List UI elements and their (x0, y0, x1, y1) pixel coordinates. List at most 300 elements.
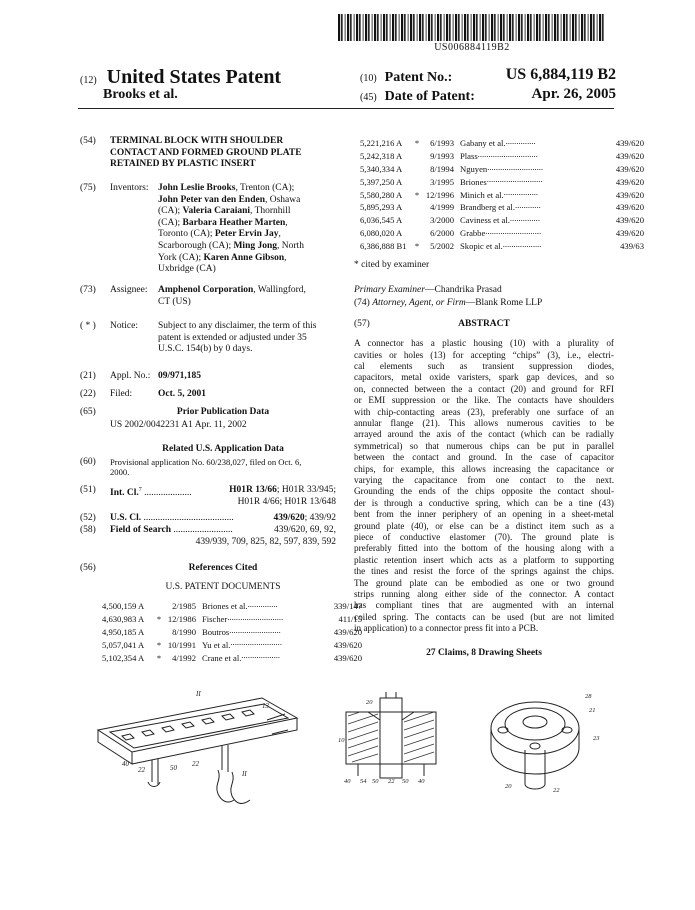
barcode-bar (347, 14, 349, 41)
barcode-bar (482, 14, 484, 41)
ref-name-cell (196, 612, 326, 625)
ref-date: 5/2002 (430, 240, 454, 251)
abstract-line: chips, for example, this allows increasing the capacitance or (354, 463, 614, 474)
ref-dots: .................. (241, 650, 281, 661)
ref-date: 2/1985 (172, 601, 196, 612)
barcode-bar (536, 14, 538, 41)
inventor-line: Uxbridge (CA) (158, 264, 216, 275)
reference-row (102, 611, 362, 625)
ref-star: * (414, 240, 420, 251)
attorney-code: (74) (354, 297, 370, 308)
intcl-dots: .................... (141, 488, 192, 499)
ref-no: 5,580,280 A (360, 189, 403, 200)
barcode-bar (566, 14, 568, 41)
title-line: TERMINAL BLOCK WITH SHOULDER (110, 136, 284, 146)
barcode-bar (593, 14, 595, 41)
barcode-bar (557, 14, 559, 41)
ref-dots: .......................... (227, 611, 284, 622)
code-12: (12) (80, 75, 97, 86)
appl-label: Appl. No.: (110, 371, 151, 381)
barcode-bar (399, 14, 400, 41)
barcode-bar (395, 14, 397, 41)
ref-no: 5,102,354 A (102, 652, 145, 663)
ref-name-cell (196, 625, 326, 638)
patent-date: Apr. 26, 2005 (531, 86, 616, 102)
fig3-label: 23 (593, 735, 600, 742)
barcode-bar (440, 14, 442, 41)
barcode-bar (561, 14, 562, 41)
barcode-bar (435, 14, 436, 41)
fig2-label: 50 (372, 778, 379, 785)
notice-text (158, 321, 316, 356)
ref-name-cell (454, 136, 608, 149)
barcode-bar (491, 14, 493, 41)
barcode-bar (444, 14, 445, 41)
appl-code: (21) (80, 371, 96, 381)
ref-no: 6,036,545 A (360, 215, 403, 226)
ref-date: 4/1999 (430, 202, 454, 213)
barcode-bar (354, 14, 355, 41)
ref-cls: 439/620 (615, 215, 644, 226)
barcode-bar (476, 14, 478, 41)
field-line (110, 525, 336, 537)
ref-dots: ........................ (229, 624, 281, 635)
ref-dots: ................ (503, 187, 539, 198)
barcode-bar (503, 14, 505, 41)
reference-row (360, 161, 644, 175)
inventor-line: John Leslie Brooks, Trenton (CA); (158, 183, 295, 193)
ref-name-cell (196, 599, 326, 612)
filed-date: Oct. 5, 2001 (158, 389, 207, 399)
barcode-bar (485, 14, 487, 41)
examiner-name: —Chandrika Prasad (424, 284, 502, 295)
barcode-bar (590, 14, 592, 41)
patent-title (110, 136, 302, 171)
barcode-bar (426, 14, 427, 41)
field-line1: 439/620, 69, 92, (273, 525, 336, 535)
ref-cls: 439/620 (615, 151, 644, 162)
ref-star: * (156, 614, 162, 625)
ref-name-cell (454, 226, 608, 239)
abstract-heading: ABSTRACT (458, 319, 510, 330)
barcode-bar (401, 14, 403, 41)
ref-no: 6,080,020 A (360, 228, 403, 239)
ref-cls: 411/15 (338, 614, 362, 625)
ref-name: Plass (460, 151, 478, 162)
ref-cls: 439/620 (333, 639, 362, 650)
abstract-line: cavities or holes (13) for accepting “chips” (3), i.e., electri- (354, 349, 614, 360)
inventor-line: York (CA); Karen Anne Gibson, (158, 252, 287, 263)
patent-no-label: Patent No.: (384, 70, 453, 85)
ref-star: * (414, 189, 420, 200)
reference-row (360, 200, 644, 213)
ref-name: Crane et al. (202, 652, 242, 663)
ref-name-cell (454, 200, 608, 213)
ref-name: Yu et al. (202, 639, 231, 650)
filed-label: Filed: (110, 389, 133, 399)
barcode-bar (437, 14, 439, 41)
barcode (338, 14, 606, 41)
barcode-bar (602, 14, 604, 41)
abstract-line: coiled spring. The contacts can be used (but are not limited (354, 611, 614, 622)
intcl-value: H01R 13/66; H01R 33/945; (229, 485, 336, 495)
title-code: (54) (80, 136, 96, 146)
ref-dots: .............. (505, 136, 536, 146)
barcode-bar (404, 14, 406, 41)
barcode-bar (345, 14, 346, 41)
prior-code: (65) (80, 407, 96, 417)
ref-name-cell (454, 149, 608, 162)
ref-no: 5,397,250 A (360, 176, 403, 187)
doc-type-line (80, 66, 281, 89)
provisional-section (80, 457, 336, 479)
assignee-line: CT (US) (158, 296, 191, 307)
reference-row (102, 637, 362, 650)
barcode-bar (539, 14, 541, 41)
field-line2: 439/939, 709, 825, 82, 597, 839, 592 (195, 537, 336, 547)
inventor-line: (CA); Barbara Heather Marten, (158, 217, 288, 228)
ref-date: 12/1986 (167, 614, 196, 625)
ref-date: 10/1991 (167, 639, 196, 650)
uscl-value: 439/620; 439/92 (273, 513, 336, 523)
assignee-section (80, 285, 336, 309)
date-line (360, 87, 616, 105)
abstract-line: preferably fitted into the bottom of the housing along with a (354, 543, 614, 554)
ref-date: 6/2000 (430, 228, 454, 239)
field-code: (58) (80, 525, 96, 535)
inventor-short: Brooks et al. (103, 87, 178, 102)
date-label: Date of Patent: (384, 89, 475, 104)
ref-date: 12/1996 (425, 189, 454, 200)
fig2-label: 40 (344, 778, 351, 785)
inventors-code: (75) (80, 183, 96, 193)
notice-label: Notice: (110, 321, 138, 331)
uscl-code: (52) (80, 513, 96, 523)
barcode-bar (512, 14, 514, 41)
abstract-line: annular flange (21). This allows numerous cavities to be (354, 417, 614, 428)
us-refs-table (80, 599, 362, 663)
reference-row (102, 624, 362, 638)
refs-heading: References Cited (188, 563, 258, 573)
ref-dots: .......................... (486, 174, 543, 185)
barcode-bar (554, 14, 556, 41)
ref-name-cell (196, 650, 326, 663)
ref-name: Grabbe (460, 228, 486, 239)
fig1-label: II (242, 770, 247, 778)
barcode-bar (410, 14, 412, 41)
fig1-label: 40 (122, 760, 129, 768)
ref-name: Gabany et al. (460, 138, 506, 149)
barcode-bar (584, 14, 586, 41)
assignee-label: Assignee: (110, 285, 148, 295)
barcode-bar (500, 14, 502, 41)
fig3-label: 22 (553, 787, 560, 794)
abstract-line: on, connected between the a contact (20) and ground for RFI (354, 383, 614, 394)
refs-code: (56) (80, 563, 96, 573)
intcl-sup: 7 (138, 487, 142, 493)
fig1-label: II (196, 690, 201, 698)
appl-section (80, 371, 336, 383)
ref-no: 4,950,185 A (102, 627, 145, 638)
barcode-bar (368, 14, 370, 41)
fig1-label: 50 (170, 764, 177, 772)
inventors-list (158, 183, 304, 276)
field-label: Field of Search (110, 525, 172, 535)
ref-name: Skopic et al. (460, 240, 503, 251)
barcode-bar (518, 14, 520, 41)
ref-cls: 439/620 (615, 228, 644, 239)
barcode-bar (428, 14, 430, 41)
reference-row (102, 599, 362, 612)
fig3-label: 20 (505, 783, 512, 790)
notice-section (80, 321, 336, 357)
prov-line: Provisional application No. 60/238,027, filed on Oct. 6, (110, 457, 302, 467)
fig3-label: 21 (589, 707, 596, 714)
reference-row (360, 212, 644, 226)
barcode-bar (431, 14, 433, 41)
filed-section (80, 389, 336, 401)
barcode-bar (356, 14, 358, 41)
abstract-line: between the contact and ground. In the case of capacitor (354, 452, 614, 463)
barcode-bar (417, 14, 418, 41)
ref-cls: 439/63 (620, 240, 644, 251)
ref-date: 8/1990 (172, 627, 196, 638)
barcode-bar (599, 14, 601, 41)
ref-name: Nguyen (460, 164, 488, 175)
abstract-line: strips running along either side of the connector. A contact (354, 589, 614, 600)
code-45: (45) (360, 92, 377, 103)
barcode-bar (458, 14, 460, 41)
barcode-bar (579, 14, 580, 41)
examiner-label: Primary Examiner (354, 284, 425, 295)
ref-cls: 439/620 (615, 176, 644, 187)
barcode-bar (525, 14, 526, 41)
barcode-bar (543, 14, 544, 41)
barcode-bar (383, 14, 385, 41)
us-docs-heading: U.S. PATENT DOCUMENTS (165, 582, 281, 592)
header-rule (78, 108, 614, 109)
abstract-line: in application) to a connector press fit into a PCB. (354, 623, 539, 634)
notice-line: patent is extended or adjusted under 35 (158, 332, 307, 343)
ref-date: 9/1993 (430, 151, 454, 162)
title-section (80, 136, 336, 172)
field-search-section (80, 525, 336, 549)
inventors-label: Inventors: (110, 183, 149, 193)
fig1-label: 22 (192, 760, 199, 768)
barcode-bar (473, 14, 475, 41)
barcode-bar (363, 14, 364, 41)
barcode-bar (480, 14, 481, 41)
abstract-line: arrayed around the axis of the contact (which can be radially (354, 429, 614, 440)
code-10: (10) (360, 73, 377, 84)
barcode-bar (467, 14, 469, 41)
ref-dots: .............. (247, 599, 278, 609)
uscl-line (110, 513, 336, 525)
fig3-label: 28 (585, 693, 592, 700)
notice-line: U.S.C. 154(b) by 0 days. (158, 344, 253, 355)
barcode-bar (359, 14, 361, 41)
fig2-label: 22 (388, 778, 395, 785)
ref-star: * (156, 652, 162, 663)
ref-dots: ........................ (230, 637, 282, 648)
barcode-bar (581, 14, 583, 41)
barcode-bar (365, 14, 367, 41)
ref-star: * (414, 138, 420, 149)
abstract-line: capacitors, metal oxide varisters, spark gap devices, and so (354, 372, 614, 383)
related-heading: Related U.S. Application Data (162, 444, 284, 454)
fig2-label: 50 (402, 778, 409, 785)
ref-name-cell (196, 637, 326, 650)
notice-code: ( * ) (80, 321, 96, 331)
inventor-line: (CA); Valeria Caraiani, Thornhill (158, 206, 291, 217)
reference-row (360, 238, 644, 252)
barcode-bar (381, 14, 382, 41)
abstract-line: bent from the inner periphery of an opening in a sheet-metal (354, 509, 614, 520)
us-cl-section (80, 513, 336, 525)
barcode-bar (455, 14, 457, 41)
abstract-line: A connector has a plastic housing (10) with a plurality of (354, 338, 614, 349)
reference-row (360, 148, 644, 162)
ref-date: 3/1995 (430, 176, 454, 187)
ref-cls: 439/620 (615, 202, 644, 213)
ref-name: Boutros (202, 627, 230, 638)
abstract-line: or EMI suppression or the like. The contacts have shoulders (354, 395, 614, 406)
fig2-label: 20 (366, 699, 373, 706)
patent-no: US 6,884,119 B2 (505, 66, 616, 83)
barcode-bar (552, 14, 553, 41)
prov-text (110, 457, 301, 477)
barcode-bar (377, 14, 379, 41)
abstract-line: The ground plate can be embodied as one or two ground (354, 577, 614, 588)
title-line: RETAINED BY PLASTIC INSERT (110, 159, 256, 170)
ref-dots: .......................... (485, 225, 542, 236)
barcode-bar (408, 14, 409, 41)
barcode-bar (374, 14, 376, 41)
ref-name-cell (454, 239, 608, 252)
ref-dots: .................. (502, 238, 542, 249)
abstract-line: has compliant tines that are augmented with an internal (354, 600, 614, 611)
fig1-label: 22 (138, 766, 145, 774)
patent-number-line (360, 68, 616, 86)
barcode-bar (570, 14, 571, 41)
reference-row (360, 174, 644, 187)
ref-no: 4,630,983 A (102, 614, 145, 625)
barcode-bar (338, 14, 340, 41)
inventor-line: Scarborough (CA); Ming Jong, North (158, 240, 304, 251)
barcode-bar (534, 14, 535, 41)
ref-dots: .......................... (487, 161, 544, 172)
barcode-bar (341, 14, 343, 41)
ref-name: Briones et al. (202, 601, 248, 612)
assignee-code: (73) (80, 285, 96, 295)
barcode-bar (419, 14, 421, 41)
attorney-line (354, 298, 614, 310)
uscl-label: U.S. Cl. (110, 513, 142, 523)
barcode-bar (527, 14, 529, 41)
barcode-bar (516, 14, 517, 41)
abstract-line: the tines and resist the force of the springs against the chips. (354, 566, 614, 577)
figure-3-drawing (475, 688, 615, 798)
refs-heading-section (80, 563, 336, 575)
barcode-bar (413, 14, 415, 41)
fig2-label: 10 (338, 737, 345, 744)
ref-name: Minich et al. (460, 189, 504, 200)
inventors-section (80, 183, 336, 277)
inventor-line: Toronto (CA); Peter Ervin Jay, (158, 229, 281, 240)
cited-note: * cited by examiner (354, 260, 430, 271)
barcode-bar (548, 14, 550, 41)
barcode-bar (507, 14, 508, 41)
abstract-line: with chip-contacting areas (23), preferably one surface of an (354, 406, 614, 417)
ref-name-cell (454, 162, 608, 175)
ref-no: 5,895,293 A (360, 202, 403, 213)
ref-no: 4,500,159 A (102, 601, 145, 612)
barcode-bar (588, 14, 589, 41)
abstract-line: plastic retention insert which acts as a platform to supporting (354, 554, 614, 565)
barcode-bar (509, 14, 511, 41)
fig2-label: 54 (360, 778, 367, 785)
prov-code: (60) (80, 457, 96, 467)
barcode-bar (563, 14, 565, 41)
fig1-label: 13 (262, 702, 269, 710)
us-refs-table-cont (354, 136, 644, 251)
ref-dots: ............ (514, 200, 541, 211)
filed-code: (22) (80, 389, 96, 399)
barcode-bar (390, 14, 391, 41)
ref-name-cell (454, 187, 608, 200)
intcl-code: (51) (80, 485, 96, 495)
abstract-line: piece of conductive elastomer (70). The ground plate is (354, 532, 614, 542)
ref-cls: 439/620 (615, 138, 644, 149)
field-dots: ......................... (171, 525, 233, 535)
abstract-text (354, 338, 614, 635)
intcl-label: Int. Cl. (110, 488, 139, 499)
ref-name: Fischer (202, 614, 228, 625)
title-line: CONTACT AND FORMED GROUND PLATE (110, 147, 302, 158)
abstract-line: Grounding the ends of the chips opposite the contact shoul- (354, 486, 614, 497)
figure-2-drawing (338, 690, 448, 785)
barcode-bar (464, 14, 466, 41)
barcode-bar (572, 14, 574, 41)
ref-cls: 439/620 (333, 652, 362, 663)
barcode-bar (498, 14, 499, 41)
ref-name-cell (454, 174, 608, 187)
claims-line: 27 Claims, 8 Drawing Sheets (426, 647, 542, 658)
ref-date: 3/2000 (430, 215, 454, 226)
prior-pub-section (80, 407, 336, 419)
assignee-value (158, 285, 306, 308)
examiner-line (354, 285, 614, 297)
ref-name: Caviness et al. (460, 215, 510, 226)
notice-line: Subject to any disclaimer, the term of this (158, 321, 317, 331)
ref-no: 6,386,888 B1 (360, 240, 407, 251)
barcode-bar (530, 14, 532, 41)
reference-row (102, 650, 362, 663)
doc-type: United States Patent (106, 66, 282, 88)
ref-cls: 439/620 (333, 627, 362, 638)
abstract-code: (57) (354, 319, 370, 330)
prior-heading: Prior Publication Data (176, 407, 270, 417)
inventor-line: John Peter van den Enden, Oshawa (158, 194, 301, 205)
appl-no: 09/971,185 (158, 371, 202, 381)
fig2-label: 40 (418, 778, 425, 785)
figure-1-drawing (92, 690, 312, 810)
barcode-bar (453, 14, 454, 41)
abstract-line: symmetrical) so that numerous chips can be put in parallel (354, 440, 614, 451)
ref-date: 6/1993 (430, 138, 454, 149)
ref-no: 5,057,041 A (102, 639, 145, 650)
ref-no: 5,242,318 A (360, 151, 403, 162)
